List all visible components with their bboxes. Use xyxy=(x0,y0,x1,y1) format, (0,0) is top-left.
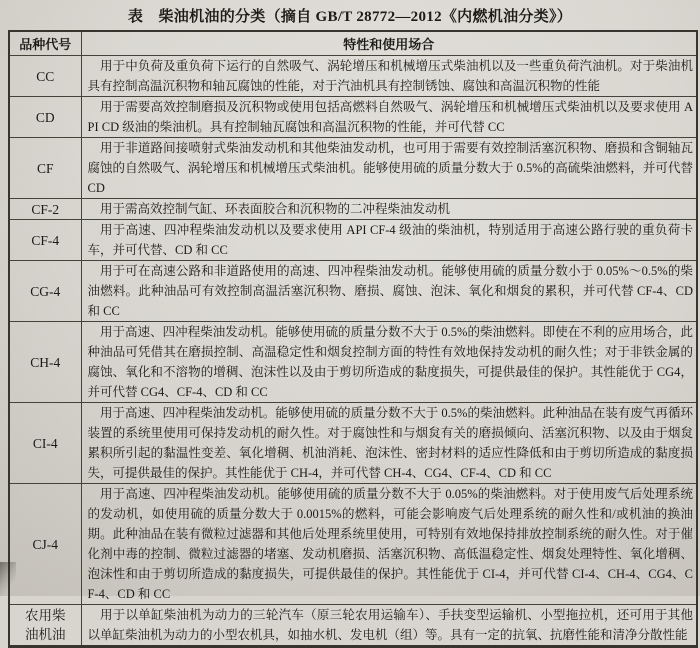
oil-grade-code: CF-4 xyxy=(31,232,60,248)
table-header xyxy=(9,31,697,56)
header-row xyxy=(9,31,697,56)
row-description-cell xyxy=(81,138,697,199)
column-header-characteristics: 特性和使用场合 xyxy=(81,31,697,56)
oil-grade-description: 用于以单缸柴油机为动力的三轮汽车（原三轮农用运输车）、手扶变型运输机、小型拖拉机，还可用于其他以单缸柴油机为动力的小型农机具，如抽水机、发电机（组）等。具有一定的抗氧、抗磨性能和清净分散性能 xyxy=(87,608,693,642)
table-row xyxy=(9,56,697,97)
row-description-cell xyxy=(81,605,697,647)
row-code-cell xyxy=(9,322,81,403)
oil-grade-code: CJ-4 xyxy=(32,536,58,552)
table-row xyxy=(9,138,697,199)
row-description-cell xyxy=(81,220,697,261)
oil-grade-code: CF xyxy=(36,160,54,176)
row-code-cell xyxy=(9,199,81,220)
table-row xyxy=(9,220,697,261)
oil-grade-code: CI-4 xyxy=(32,435,58,451)
oil-grade-description: 用于可在高速公路和非道路使用的高速、四冲程柴油发动机。能够使用硫的质量分数小于 0.05%～0.5%的柴油燃料。此种油品可有效控制高温活塞沉积物、磨损、腐蚀、泡沫、氧化和烟炱的累积，并可代替 CF-4、CD 和 CC xyxy=(87,264,693,318)
row-description-cell xyxy=(81,484,697,605)
row-description-cell xyxy=(81,261,697,322)
row-code-cell xyxy=(9,56,81,97)
row-code-cell xyxy=(9,138,81,199)
oil-grade-code: CH-4 xyxy=(30,354,61,370)
row-code-cell xyxy=(9,261,81,322)
oil-grade-code: 农用柴油机油 xyxy=(25,608,66,642)
row-code-cell xyxy=(9,220,81,261)
row-description-cell xyxy=(81,403,697,484)
table-row xyxy=(9,484,697,605)
diesel-oil-classification-table xyxy=(8,30,698,648)
column-header-code: 品种代号 xyxy=(9,31,81,56)
oil-grade-code: CD xyxy=(35,109,55,125)
row-code-cell xyxy=(9,403,81,484)
row-code-cell xyxy=(9,97,81,138)
table-row xyxy=(9,97,697,138)
oil-grade-description: 用于高速、四冲程柴油发动机。能够使用硫的质量分数不大于 0.5%的柴油燃料。此种油品在装有废气再循环装置的系统里使用可保持发动机的耐久性。对于腐蚀性和与烟炱有关的磨损倾向、活塞沉积物、以及由于烟炱累积所引起的黏温性变差、氧化增稠、机油消耗、泡沫性、密封材料的适应性降低和由于剪切所造成的黏度损失，可提供最佳的保护。其性能优于 CH-4，并可代替 CH-4、CG4、CF-4、CD 和 CC xyxy=(87,406,693,480)
oil-grade-description: 用于中负荷及重负荷下运行的自然吸气、涡轮增压和机械增压式柴油机以及一些重负荷汽油机。对于柴油机具有控制高温沉积物和轴瓦腐蚀的性能，对于汽油机具有控制锈蚀、腐蚀和高温沉积物的性能 xyxy=(87,59,693,93)
table-row xyxy=(9,261,697,322)
oil-grade-description: 用于需要高效控制磨损及沉积物或使用包括高燃料自然吸气、涡轮增压和机械增压式柴油机以及要求使用 API CD 级油的柴油机。具有控制轴瓦腐蚀和高温沉积物的性能，并可代替 CC xyxy=(87,100,693,134)
table-body xyxy=(9,56,697,647)
table-row xyxy=(9,605,697,647)
oil-grade-code: CF-2 xyxy=(31,201,60,217)
table-row xyxy=(9,322,697,403)
oil-grade-code: CG-4 xyxy=(30,283,61,299)
table-title: 表 柴油机油的分类（摘自 GB/T 28772—2012《内燃机油分类》） xyxy=(127,9,573,25)
oil-grade-description: 用于高速、四冲程柴油发动机。能够使用硫的质量分数不大于 0.5%的柴油燃料。即使在不利的应用场合，此种油品可凭借其在磨损控制、高温稳定性和烟炱控制方面的特性有效地保持发动机的耐久性；对于非铁金属的腐蚀、氧化和不溶物的增稠、泡沫性以及由于剪切所造成的黏度损失，可提供最佳的保护。其性能优于 CG4，并可代替 CG4、CF-4、CD 和 CC xyxy=(87,325,693,399)
row-code-cell xyxy=(9,484,81,605)
row-description-cell xyxy=(81,199,697,220)
table-row xyxy=(9,403,697,484)
oil-grade-description: 用于高速、四冲程柴油发动机。能够使用硫的质量分数不大于 0.05%的柴油燃料。对于使用废气后处理系统的发动机，如使用硫的质量分数大于 0.0015%的燃料，可能会影响废气后处理系统的耐久性和/或机油的换油期。此种油品在装有微粒过滤器和其他后处理系统里使用，可特别有效地保持排放控制系统的耐久性。对于催化剂中毒的控制、微粒过滤器的堵塞、发动机磨损、活塞沉积物、高低温稳定性、烟炱处理特性、氧化增稠、泡沫性和由于剪切所造成的黏度损失，可提供最佳的保护。其性能优于 CI-4，并可代替 CI-4、CH-4、CG4、CF-4、CD 和 CC xyxy=(87,487,693,601)
row-description-cell xyxy=(81,97,697,138)
oil-grade-description: 用于需高效控制气缸、环表面胶合和沉积物的二冲程柴油发动机 xyxy=(100,202,451,216)
oil-grade-code: CC xyxy=(36,68,55,84)
row-description-cell xyxy=(81,322,697,403)
row-code-cell xyxy=(9,605,81,647)
oil-grade-description: 用于高速、四冲程柴油发动机以及要求使用 API CF-4 级油的柴油机，特别适用于高速公路行驶的重负荷卡车，并可代替、CD 和 CC xyxy=(87,223,693,257)
oil-grade-description: 用于非道路间接喷射式柴油发动机和其他柴油发动机，也可用于需要有效控制活塞沉积物、磨损和含铜轴瓦腐蚀的自然吸气、涡轮增压和机械增压式柴油机。能够使用硫的质量分数大于 0.5%的高硫柴油燃料，并可代替 CD xyxy=(87,141,693,195)
row-description-cell xyxy=(81,56,697,97)
table-row xyxy=(9,199,697,220)
